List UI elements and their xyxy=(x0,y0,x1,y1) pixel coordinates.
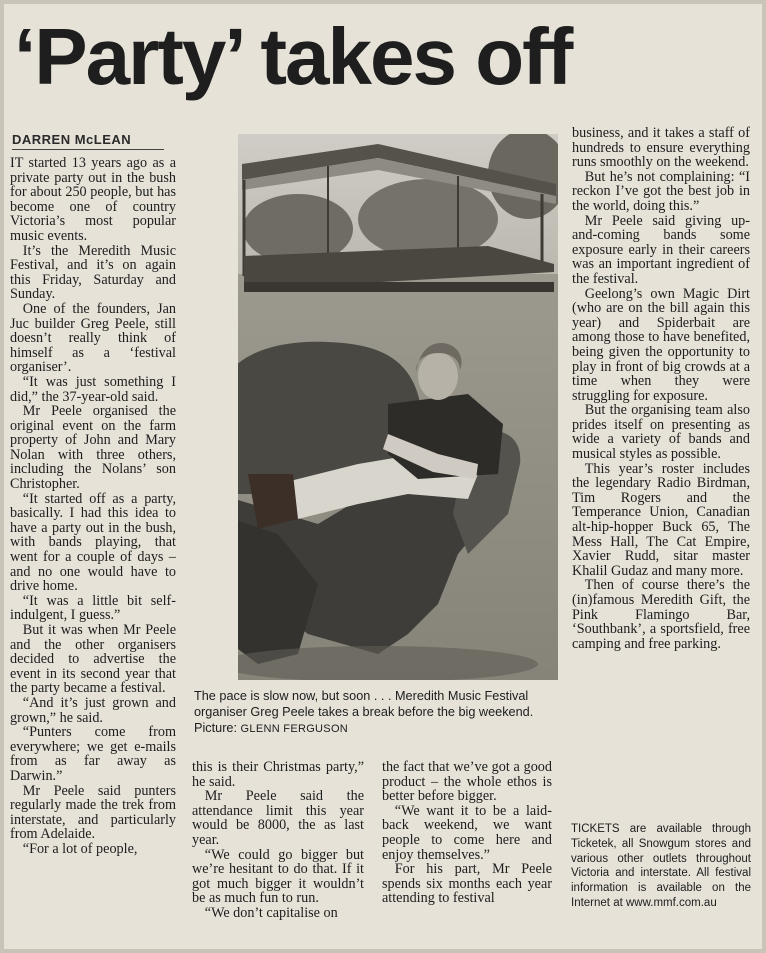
paragraph: Then of course there’s the (in)famous Meredith Gift, the Pink Flamingo Bar, ‘Southbank’, a sportsfield, free camping and free parking. xyxy=(572,577,750,652)
photo-credit: GLENN FERGUSON xyxy=(240,723,349,735)
newspaper-clipping xyxy=(4,4,762,949)
paragraph: This year’s roster includes the legendary Radio Birdman, Tim Rogers and the Temperance Union, Canadian alt-hip-hopper Buck 65, The Mess Hall, The Cat Empire, Xavier Rudd, sitar master Khalil Gudaz and many more. xyxy=(572,460,750,579)
caption-text: The pace is slow now, but soon . . . Meredith Music Festival organiser Greg Peele takes a break before the big weekend. Picture: xyxy=(194,689,534,735)
paragraph: “It was a little bit self-indulgent, I guess.” xyxy=(10,592,176,624)
headline: ‘Party’ takes off xyxy=(14,12,572,101)
paragraph: “It started off as a party, basically. I had this idea to have a party out in the bush, with bands playing, that went for a couple of days – and no one would have to drive home. xyxy=(10,490,176,595)
paragraph: the fact that we’ve got a good product – the whole ethos is better before bigger. xyxy=(382,759,552,805)
paragraph: For his part, Mr Peele spends six months each year attending to festival xyxy=(382,861,552,907)
photo-caption xyxy=(194,688,558,737)
paragraph: Mr Peele said giving up-and-coming bands some exposure early in their careers was an important ingredient of the festival. xyxy=(572,212,750,287)
article-column-4 xyxy=(572,126,750,651)
article-column-3 xyxy=(382,760,552,906)
paragraph: Mr Peele said the attendance limit this year would be 8000, the as last year. xyxy=(192,788,364,848)
paragraph: One of the founders, Jan Juc builder Greg Peele, still doesn’t really think of himself as a ‘festival organiser’. xyxy=(10,300,176,376)
paragraph: “Punters come from everywhere; we get e-mails from as far away as Darwin.” xyxy=(10,724,176,784)
article-column-2 xyxy=(192,760,364,921)
paragraph: “It was just something I did,” the 37-year-old said. xyxy=(10,373,176,405)
paragraph: It’s the Meredith Music Festival, and it’s on again this Friday, Saturday and Sunday. xyxy=(10,242,176,303)
paragraph: this is their Christmas party,” he said. xyxy=(192,759,364,790)
paragraph: IT started 13 years ago as a private party out in the bush for about 250 people, but has become one of country Victoria’s most popular music events. xyxy=(10,155,176,244)
paragraph: “And it’s just grown and grown,” he said. xyxy=(10,694,176,726)
paragraph: But he’s not complaining: “I reckon I’ve got the best job in the world, doing this.” xyxy=(572,168,750,214)
paragraph: “We want it to be a laid-back weekend, we want people to come here and enjoy themselves.” xyxy=(382,802,552,863)
paragraph: business, and it takes a staff of hundreds to ensure everything runs smoothly on the weekend. xyxy=(572,125,750,171)
article-column-1 xyxy=(10,156,176,857)
paragraph: But it was when Mr Peele and the other organisers decided to advertise the event in its second year that the party became a festival. xyxy=(10,622,176,697)
paragraph: Geelong’s own Magic Dirt (who are on the bill again this year) and Spiderbait are among those to have benefited, being given the opportunity to play in front of big crowds at a time when they were struggling for exposure. xyxy=(572,285,750,404)
paragraph: “We could go bigger but we’re hesitant to do that. If it got much bigger it wouldn’t be as much fun to run. xyxy=(192,846,364,907)
byline: DARREN McLEAN xyxy=(12,132,164,150)
paragraph: Mr Peele organised the original event on the farm property of John and Mary Nolan with three others, including the Nolans’ son Christopher. xyxy=(10,403,176,493)
paragraph: But the organising team also prides itself on presenting as wide a variety of bands and musical styles as possible. xyxy=(572,402,750,463)
paragraph: “We don’t capitalise on xyxy=(204,904,338,921)
festival-photo xyxy=(238,134,558,680)
tickets-info: TICKETS are available through Ticketek, all Snowgum stores and various other outlets throughout Victoria and interstate. All festival information is available on the Internet at www.mmf.com.au xyxy=(571,823,751,909)
photo-illustration xyxy=(238,134,558,680)
paragraph: Mr Peele said punters regularly made the trek from interstate, and particularly from Adelaide. xyxy=(10,782,176,843)
paragraph: “For a lot of people, xyxy=(22,840,138,857)
